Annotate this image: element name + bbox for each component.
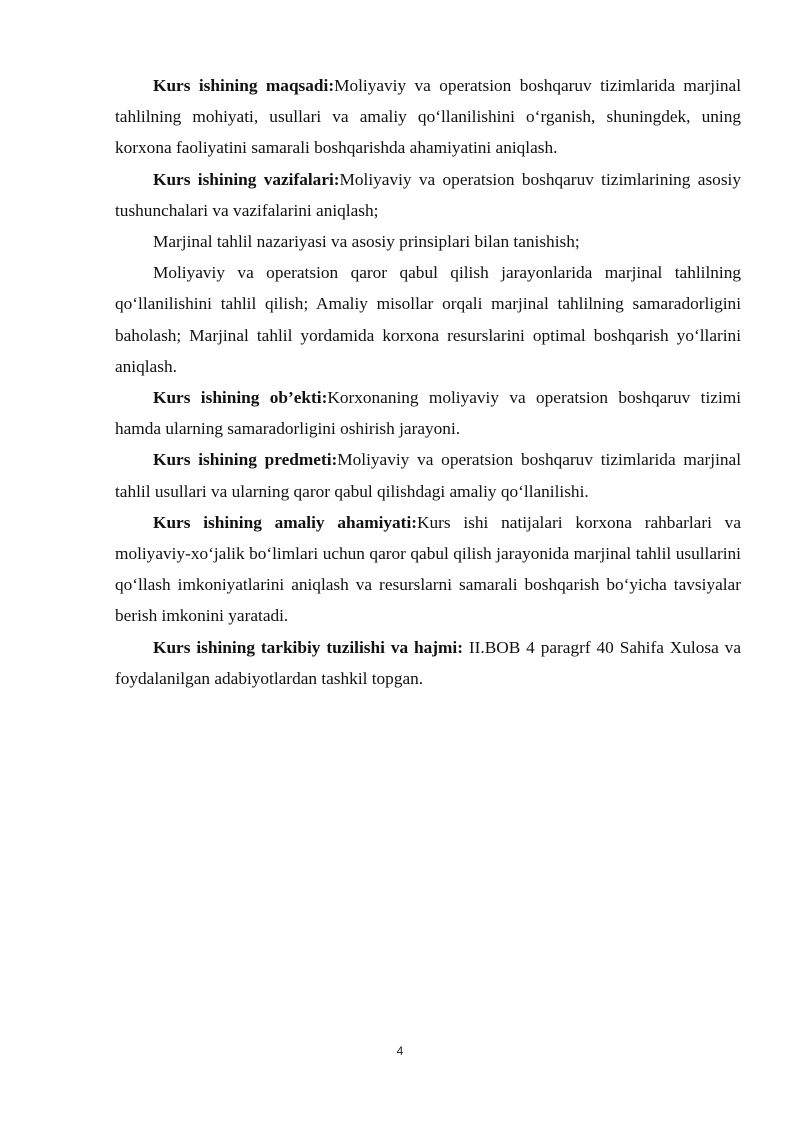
paragraph-label: Kurs ishining maqsadi: [153,76,335,95]
paragraph-text: Korxonaning moliyaviy va operatsion boshqaruv tizimi hamda ularning samaradorligini oshirish jarayoni. [115,388,741,439]
paragraph-text: Kurs ishi natijalari korxona rahbarlari va moliyaviy-xo‘jalik bo‘limlari uchun qaror qabul qilish jarayonida marjinal tahlil usullarini qo‘llash imkoniyatlarini aniqlash va resurslarni samarali boshqarish bo‘yicha tavsiyalar berish imkonini yaratadi. [115,512,741,626]
paragraph-text: Moliyaviy va operatsion boshqaruv tizimlarining asosiy tushunchalari va vazifalarini aniqlash; [115,169,741,220]
paragraph-label: Kurs ishining tarkibiy tuzilishi va hajmi: [153,637,463,657]
paragraph-text: Moliyaviy va operatsion qaror qabul qilish jarayonlarida marjinal tahlilning qo‘llanilishini tahlil qilish; Amaliy misollar orqali marjinal tahlilning samaradorligini baholash; Marjinal tahlil yordamida korxona resurslarini optimal boshqarish yo‘llarini aniqlash. [115,263,741,376]
paragraph-label: Kurs ishining ob’ekti: [153,388,328,408]
page-number: 4 [396,1044,404,1058]
paragraph-label: Kurs ishining vazifalari: [153,169,340,189]
paragraph-text: Marjinal tahlil nazariyasi va asosiy prinsiplari bilan tanishish; [153,232,580,252]
paragraph-object [115,382,741,444]
paragraph-structure [115,632,741,694]
paragraph-tasks [115,164,741,226]
paragraph-label: Kurs ishining predmeti: [153,450,338,470]
paragraph-text: Moliyaviy va operatsion boshqaruv tizimlarida marjinal tahlilning mohiyati, usullari va amaliy qo‘llanilishini o‘rganish, shuningdek, uning korxona faoliyatini samarali boshqarishda ahamiyatini aniqlash. [115,76,741,158]
document-body [115,70,741,694]
paragraph-task-analysis [115,257,741,382]
paragraph-task-theory [115,226,741,257]
paragraph-text: II.BOB 4 paragrf 40 Sahifa Xulosa va foydalanilgan adabiyotlardan tashkil topgan. [115,637,741,688]
paragraph-aim [115,70,741,164]
paragraph-text: Moliyaviy va operatsion boshqaruv tizimlarida marjinal tahlil usullari va ularning qaror qabul qilishdagi amaliy qo‘llanilishi. [115,450,741,501]
paragraph-subject [115,444,741,506]
paragraph-practical-significance [115,507,741,632]
paragraph-label: Kurs ishining amaliy ahamiyati: [153,512,417,532]
